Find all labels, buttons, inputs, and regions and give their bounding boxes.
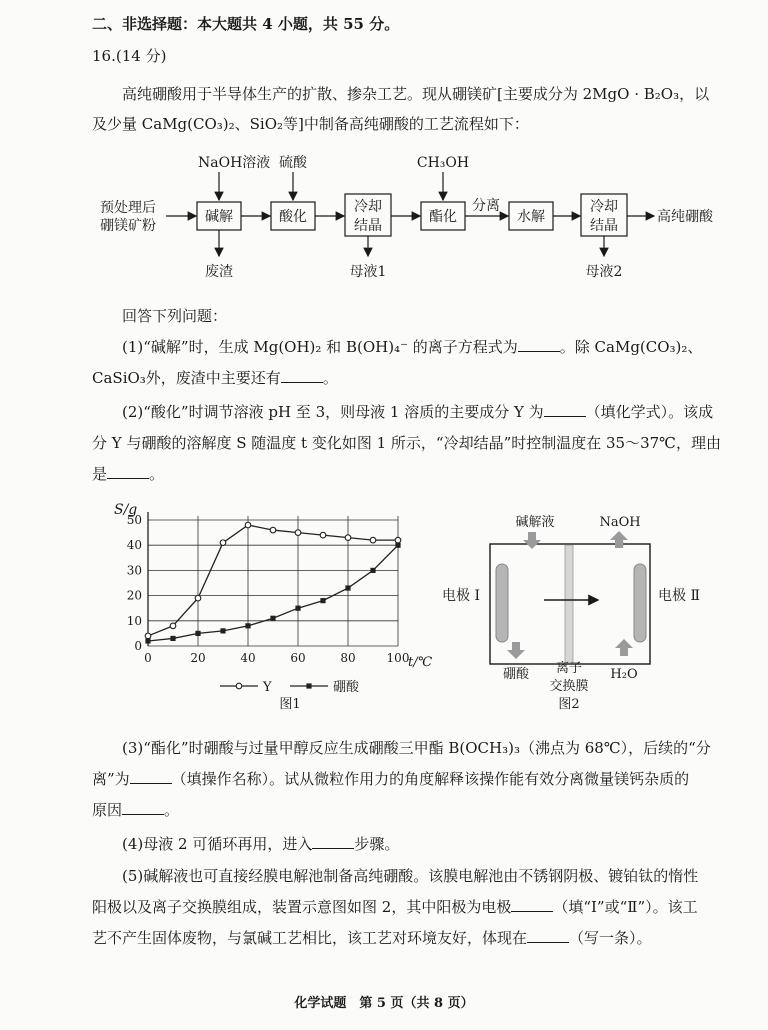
flow-input-acid: 硫酸 xyxy=(279,155,307,171)
sub5-line2 xyxy=(92,897,698,917)
chart-ylabel: S/g xyxy=(114,502,138,518)
sub2-line1 xyxy=(122,402,713,422)
data-point-boric-acid xyxy=(245,623,250,628)
electrode-1 xyxy=(496,564,508,642)
fig2-bottom-mid-line1: 离子 xyxy=(555,661,583,676)
intro-line-2: 及少量 CaMg(CO₃)₂、SiO₂等]中制备高纯硼酸的工艺流程如下： xyxy=(92,115,529,133)
x-tick-label: 80 xyxy=(340,651,356,665)
sub3-line3 xyxy=(92,800,179,820)
fig2-top-right: NaOH xyxy=(599,515,641,530)
flow-step6-line2: 结晶 xyxy=(590,218,618,234)
data-point-boric-acid xyxy=(370,568,375,573)
sub2-text-b: （填化学式）。该成 xyxy=(585,403,714,421)
legend-marker-y xyxy=(236,683,242,689)
sub3-line2 xyxy=(92,769,689,789)
x-tick-label: 0 xyxy=(144,651,152,665)
sub5-line3 xyxy=(92,928,652,948)
sub2-text-c: 是 xyxy=(92,465,108,483)
data-point-y xyxy=(195,595,201,601)
flow-step3-line1: 冷却 xyxy=(354,199,382,215)
flow-output-residue: 废渣 xyxy=(205,264,233,280)
sub1-line2 xyxy=(92,368,338,388)
x-tick-label: 60 xyxy=(290,651,306,665)
fig2-electrode-right-label: 电极 Ⅱ xyxy=(658,588,700,604)
sub3-text-a: 离”为 xyxy=(92,770,130,788)
y-tick-label: 30 xyxy=(126,563,142,578)
y-tick-label: 40 xyxy=(126,538,142,553)
data-point-y xyxy=(320,532,326,538)
question-points: (14 分) xyxy=(115,47,167,65)
y-tick-label: 50 xyxy=(126,513,142,527)
flow-input-methanol: CH₃OH xyxy=(416,155,470,171)
data-point-boric-acid xyxy=(195,631,200,636)
chart-series xyxy=(145,522,401,643)
fig2-top-left: 碱解液 xyxy=(515,515,555,530)
answer-blank-6[interactable] xyxy=(122,800,164,815)
x-tick-label: 20 xyxy=(190,651,206,665)
series-line-2 xyxy=(148,545,398,641)
flow-raw-line2: 硼镁矿粉 xyxy=(100,218,156,234)
flow-input-naoh: NaOH溶液 xyxy=(198,155,271,171)
data-point-y xyxy=(295,530,301,536)
data-point-boric-acid xyxy=(320,598,325,603)
sub2-line3 xyxy=(92,464,164,484)
y-tick-label: 10 xyxy=(126,613,142,628)
question-number-label: 16. xyxy=(92,47,116,65)
answer-blank-8[interactable] xyxy=(511,897,553,912)
sub4-text-a: (4)母液 2 可循环再用，进入 xyxy=(122,835,313,853)
legend-marker-boric-acid xyxy=(306,683,311,688)
data-point-y xyxy=(145,633,151,639)
flow-step2-label: 酸化 xyxy=(279,209,307,225)
answer-blank-4[interactable] xyxy=(107,464,149,479)
inlet-arrow-icon xyxy=(523,532,541,549)
fig2-electrode-left-label: 电极 Ⅰ xyxy=(442,588,480,604)
water-inlet-arrow-icon xyxy=(615,639,633,656)
sub1-text-c: CaSiO₃外，废渣中主要还有 xyxy=(92,369,281,387)
data-point-y xyxy=(245,522,251,528)
x-tick-label: 100 xyxy=(386,651,410,665)
data-point-boric-acid xyxy=(345,585,350,590)
solubility-chart xyxy=(108,498,438,720)
fig2-title: 图2 xyxy=(558,697,580,712)
flow-step3-line2: 结晶 xyxy=(354,218,382,234)
flow-step5-label: 水解 xyxy=(517,209,545,225)
section-heading: 二、非选择题：本大题共 4 小题，共 55 分。 xyxy=(92,15,400,33)
sub4-line1 xyxy=(122,834,399,854)
x-tick-label: 40 xyxy=(240,651,256,665)
data-point-boric-acid xyxy=(220,628,225,633)
chart-title: 图1 xyxy=(279,697,301,712)
data-point-boric-acid xyxy=(170,636,175,641)
flow-product: 高纯硼酸 xyxy=(657,209,713,225)
boric-acid-outlet-arrow-icon xyxy=(507,642,525,659)
data-point-y xyxy=(395,537,401,543)
flow-step4-label: 酯化 xyxy=(429,209,457,225)
electrolysis-cell-diagram xyxy=(440,508,740,720)
naoh-outlet-arrow-icon xyxy=(610,531,628,548)
flow-output-mother1: 母液1 xyxy=(349,264,387,280)
intro-line-1: 高纯硼酸用于半导体生产的扩散、掺杂工艺。现从硼镁矿[主要成分为 2MgO · B₂O₃，以 xyxy=(122,85,710,103)
sub3-line1: (3)“酯化”时硼酸与过量甲醇反应生成硼酸三甲酯 B(OCH₃)₃（沸点为 68℃），后续的“分 xyxy=(122,739,711,757)
question-number xyxy=(92,46,166,66)
sub1-text-b: 。除 CaMg(CO₃)₂、 xyxy=(559,338,703,356)
flow-step1-label: 碱解 xyxy=(205,209,233,225)
legend-label-boric-acid: 硼酸 xyxy=(333,680,360,695)
data-point-boric-acid xyxy=(145,638,150,643)
fig2-bottom-mid-line2: 交换膜 xyxy=(549,679,589,694)
data-point-y xyxy=(170,623,176,629)
answer-blank-1[interactable] xyxy=(518,337,560,352)
flow-raw-line1: 预处理后 xyxy=(100,200,156,216)
flow-step6-line1: 冷却 xyxy=(590,199,618,215)
answer-blank-3[interactable] xyxy=(544,402,586,417)
sub2-line2: 分 Y 与硼酸的溶解度 S 随温度 t 变化如图 1 所示，“冷却结晶”时控制温度在 35～37℃，理由 xyxy=(92,434,721,452)
page-footer: 化学试题 第 5 页（共 8 页） xyxy=(294,996,474,1011)
sub3-text-c: 原因 xyxy=(92,801,123,819)
sub1-text-a: (1)“碱解”时，生成 Mg(OH)₂ 和 B(OH)₄⁻ 的离子方程式为 xyxy=(122,338,518,356)
y-tick-label: 20 xyxy=(126,588,142,603)
sub1-text-d: 。 xyxy=(322,369,338,387)
chart-xlabel: t/℃ xyxy=(408,655,433,670)
sub2-text-d: 。 xyxy=(149,465,165,483)
flow-output-mother2: 母液2 xyxy=(585,264,623,280)
sub5-line1: (5)碱解液也可直接经膜电解池制备高纯硼酸。该膜电解池由不锈钢阴极、镀铂钛的惰性 xyxy=(122,867,699,885)
sub5-text-a: 阳极以及离子交换膜组成，装置示意图如图 2，其中阳极为电极 xyxy=(92,898,512,916)
data-point-boric-acid xyxy=(295,606,300,611)
chart-legend xyxy=(220,680,360,695)
fig2-bottom-left: 硼酸 xyxy=(502,667,530,682)
y-tick-label: 0 xyxy=(134,639,142,653)
answer-blank-9[interactable] xyxy=(527,928,569,943)
sub4-text-b: 步骤。 xyxy=(354,835,400,853)
answer-blank-7[interactable] xyxy=(312,834,354,849)
flow-separate-label: 分离 xyxy=(472,198,500,214)
data-point-y xyxy=(220,540,226,546)
data-point-y xyxy=(345,535,351,541)
sub5-text-c: 艺不产生固体废物，与氯碱工艺相比，该工艺对环境友好，体现在 xyxy=(92,929,528,947)
sub5-text-d: （写一条）。 xyxy=(569,929,652,947)
sub3-text-d: 。 xyxy=(164,801,180,819)
legend-label-y: Y xyxy=(263,680,272,695)
ion-exchange-membrane xyxy=(565,545,573,663)
answer-prompt: 回答下列问题： xyxy=(122,307,228,325)
chart-ticks xyxy=(127,513,410,665)
answer-blank-2[interactable] xyxy=(281,368,323,383)
process-flow-diagram xyxy=(90,148,740,288)
fig2-bottom-right: H₂O xyxy=(610,667,638,682)
sub5-text-b: （填“Ⅰ”或“Ⅱ”）。该工 xyxy=(553,898,698,916)
data-point-y xyxy=(370,537,376,543)
data-point-boric-acid xyxy=(270,616,275,621)
sub2-text-a: (2)“酸化”时调节溶液 pH 至 3，则母液 1 溶质的主要成分 Y 为 xyxy=(122,403,544,421)
sub3-text-b: （填操作名称）。试从微粒作用力的角度解释该操作能有效分离微量镁钙杂质的 xyxy=(171,770,690,788)
electrode-2 xyxy=(634,564,646,642)
sub1-line1 xyxy=(122,337,702,357)
data-point-y xyxy=(270,527,276,533)
answer-blank-5[interactable] xyxy=(130,769,172,784)
data-point-boric-acid xyxy=(395,543,400,548)
